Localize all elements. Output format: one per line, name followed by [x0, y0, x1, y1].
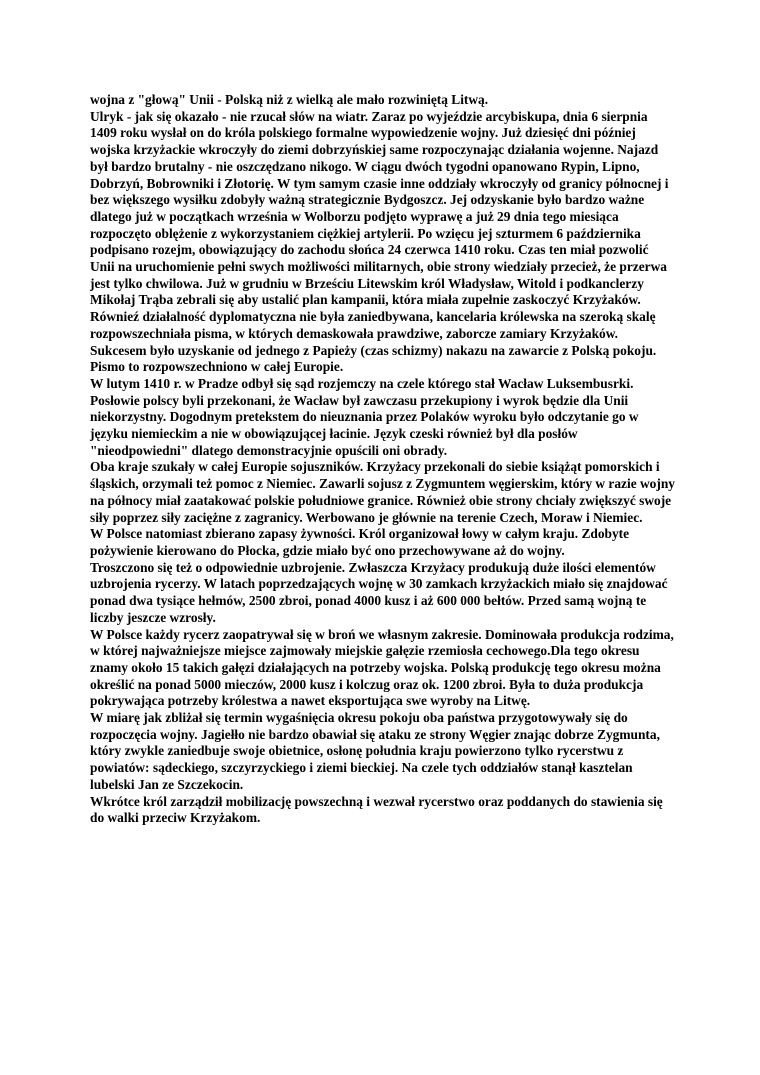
- paragraph-teutonic-armament: Troszczono się też o odpowiednie uzbrojenie. Zwłaszcza Krzyżacy produkują duże ilości elementów uzbrojenia rycerzy. W latach poprzedzających wojnę w 30 zamkach krzyżackich miało się znajdować ponad dwa tysiące hełmów, 2500 zbroi, ponad 4000 kusz i aż 600 000 bełtów. Przed samą wojną te liczby jeszcze wzrosły.: [90, 559, 668, 625]
- paragraph-food-supplies: W Polsce natomiast zbierano zapasy żywności. Król organizował łowy w całym kraju. Zdobyte pożywienie kierowano do Płocka, gdzie miało być ono przechowywane aż do wojny.: [90, 526, 630, 558]
- paragraph-mobilization: Wkrótce król zarządził mobilizację powszechną i wezwał rycerstwo oraz poddanych do stawienia się do walki przeciw Krzyżakom.: [90, 793, 663, 826]
- document-page: [90, 92, 675, 827]
- paragraph-preparations: W miarę jak zbliżał się termin wygaśnięcia okresu pokoju oba państwa przygotowywały się do rozpoczęcia wojny. Jagiełło nie bardzo obawiał się ataku ze strony Węgier znając dobrze Zygmunta, który zwykle zaniedbuje swoje obietnice, osłonę południa kraju powierzono tylko rycerstwu z powiatów: sądeckiego, szczyrzyckiego i ziemi bieckiej. Na czele tych oddziałów stanął kasztelan lubelski Jan ze Szczekocin.: [90, 710, 660, 792]
- paragraph-war-with-poland: wojna z "głową" Unii - Polską niż z wielką ale mało rozwiniętą Litwą.: [90, 92, 489, 107]
- paragraph-prague-court: W lutym 1410 r. w Pradze odbył się sąd rozjemczy na czele którego stał Wacław Luksembusrki. Posłowie polscy byli przekonani, że Wacław był zawczasu przekupiony i wyrok będzie dla Unii niekorzystny. Dogodnym pretekstem do nieuznania przez Polaków wyroku było odczytanie go w języku niemieckim a nie w obowiązującej łacinie. Język czeski również był dla posłów "nieodpowiedni" dlatego demonstracyjnie opuścili oni obrady.: [90, 375, 639, 458]
- paragraph-allies: Oba kraje szukały w całej Europie sojuszników. Krzyżacy przekonali do siebie książąt pomorskich i śląskich, orzymali też pomoc z Niemiec. Zawarli sojusz z Zygmuntem węgierskim, który w razie wojny na północy miał zaatakować polskie południowe granice. Również obie strony chciały zwiększyć swoje siły poprzez siły zaciężne z zagranicy. Werbowano je głównie na terenie Czech, Moraw i Niemiec.: [90, 459, 675, 525]
- paragraph-declaration-of-war: Ulryk - jak się okazało - nie rzucał słów na wiatr. Zaraz po wyjeździe arcybiskupa, dnia 6 sierpnia 1409 roku wysłał on do króla polskiego formalne wypowiedzenie wojny. Już dziesięć dni później wojska krzyżackie wkroczyły do ziemi dobrzyńskiej same rozpoczynając działania wojenne. Najazd był bardzo brutalny - nie oszczędzano nikogo. W ciągu dwóch tygodni opanowano Rypin, Lipno, Dobrzyń, Bobrowniki i Złotorię. W tym samym czasie inne oddziały wkroczyły od granicy północnej i bez większego wysiłku zdobyły ważną strategicznie Bydgoszcz. Jej odzyskanie było bardzo ważne dlatego już w początkach września w Wolborzu podjęto wyprawę a już 29 dnia tego miesiąca rozpoczęto oblężenie z wykorzystaniem ciężkiej artylerii. Po wzięcu jej szturmem 6 października podpisano rozejm, obowiązujący do zachodu słońca 24 czerwca 1410 roku. Czas ten miał pozwolić Unii na uruchomienie pełni swych możliwości militarnych, obie strony wiedziały przecież, że przerwa jest tylko chwilowa. Już w grudniu w Brześciu Litewskim król Władysław, Witold i podkanclerzy Mikołaj Trąba zebrali się aby ustalić plan kampanii, która miała zupełnie zaskoczyć Krzyżaków. Równieź działalność dyplomatyczna nie była zaniedbywana, kancelaria królewska na szeroką skalę rozpowszechniała pisma, w których demaskowała prawdziwe, zaborcze zamiary Krzyżaków. Sukcesem było uzyskanie od jednego z Papieży (czas schizmy) nakazu na zawarcie z Polską pokoju. Pismo to rozpowszechniono w całej Europie.: [90, 108, 669, 375]
- paragraph-polish-armament: W Polsce każdy rycerz zaopatrywał się w broń we własnym zakresie. Dominowała produkcja rodzima, w której najważniejsze miejsce zajmowały miejskie gałęzie rzemiosła cechowego.Dla tego okresu znamy około 15 takich gałęzi działających na potrzeby wojska. Polską produkcję tego okresu można określić na ponad 5000 mieczów, 2000 kusz i kolczug oraz ok. 1200 zbroi. Była to duża produkcja pokrywająca potrzeby królestwa a nawet eksportująca swe wyroby na Litwę.: [90, 626, 674, 709]
